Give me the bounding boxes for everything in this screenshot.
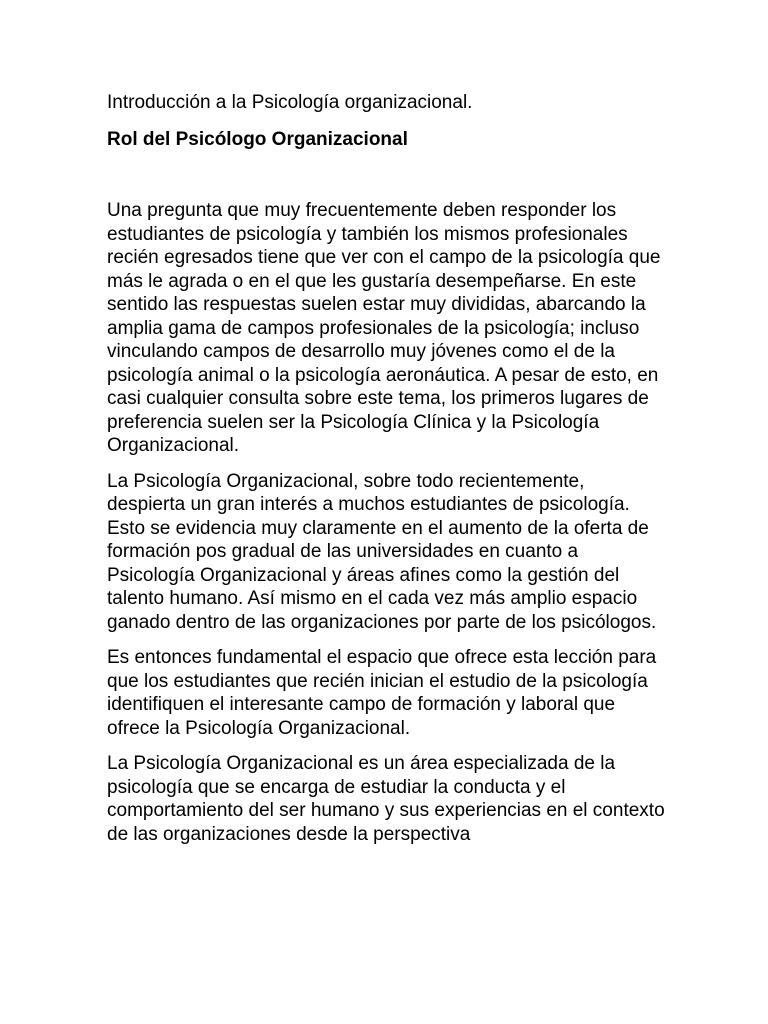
paragraph: La Psicología Organizacional, sobre todo recientemente, despierta un gran interés a muchos estudiantes de psicología. Esto se evidencia muy claramente en el aumento de la oferta de formación pos gradual de las universidades en cuanto a Psicología Organizacional y áreas afines como la gestión del talento humano. Así mismo en el cada vez más amplio espacio ganado dentro de las organizaciones por parte de los psicólogos. <box>107 470 657 633</box>
document-page <box>107 91 667 858</box>
intro-line: Introducción a la Psicología organizacional. <box>107 92 473 113</box>
section-heading: Rol del Psicólogo Organizacional <box>107 128 408 150</box>
paragraph: Es entonces fundamental el espacio que ofrece esta lección para que los estudiantes que recién inician el estudio de la psicología identifiquen el interesante campo de formación y laboral que ofrece la Psicología Organizacional. <box>107 647 657 739</box>
paragraph: La Psicología Organizacional es un área especializada de la psicología que se encarga de estudiar la conducta y el comportamiento del ser humano y sus experiencias en el contexto de las organizaciones desde la perspectiva <box>107 753 665 845</box>
paragraph: Una pregunta que muy frecuentemente deben responder los estudiantes de psicología y también los mismos profesionales recién egresados tiene que ver con el campo de la psicología que más le agrada o en el que les gustaría desempeñarse. En este sentido las respuestas suelen estar muy divididas, abarcando la amplia gama de campos profesionales de la psicología; incluso vinculando campos de desarrollo muy jóvenes como el de la psicología animal o la psicología aeronáutica. A pesar de esto, en casi cualquier consulta sobre este tema, los primeros lugares de preferencia suelen ser la Psicología Clínica y la Psicología Organizacional. <box>107 200 661 456</box>
